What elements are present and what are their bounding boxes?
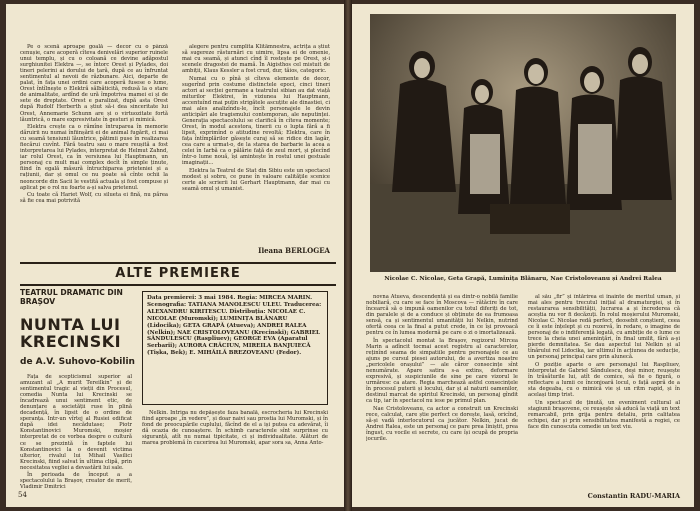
paragraph: Pe o scenă aproape goală — decor cu o pânză cenușie, care acoperă cîteva denivelări superior ruinele unui templu, și cu o coloană ce devine adăpostul surghiunitei Elektra —, se întorc Orest și Pylades, doi tineri pelerini ai dorului de țară, după ce au înfruntat sentimentul al nevoii de răzbunare. Aici, departe de palat, în fața unei ordini care acoperă fusese o lume, Orest întîlnește o Elektră sălbăticită, redusă la o stare de animalitate, ardînd de ură împotriva mamei ei și de sete de dreptate. Orest e paralizat, după asta Orest după Rudolf Herberth a știut să-i dea sinceritate lui Orest, Annemarie Schunn are și o virtuozitate fortă lăuntrică, o mare expresivitate în gesturi și mimică. xyxy=(20,44,168,123)
paragraph: alegere pentru cumplita Klitämnestra, actrița a știut să sugereze răsturnări cu uimire, lipsa ei de omenie, mai cu seamă, și atunci cînd îl rostește pe Orest, și-i scenele dragostei de mamă. În Aigisthos cel mistuit de ambiții, Klaus Kessler a fost crud, dur, tăios, categoric. xyxy=(182,44,330,75)
left-page xyxy=(6,4,344,507)
paragraph: În perioada de început a a spectacolului la Brașov, creator de merit, Vladimir Dmitrici xyxy=(20,472,132,491)
left-column-2 xyxy=(182,44,330,232)
paragraph: Numai cu o pînă și cîteva elemente de decor, sugerînd prin costume distinctele epoci, cinci tineri actori ai secției germane a teatrului sibian au dat viață miturilor Elektrei, în viziunea lui Hauptmann, accentuînd mai puțin strigătele ascuțite ale dinastiei, ci mai ales analizîndu-le, încît personajele le devin anticipări ale tragismului contemporan, ale neputinței. Generația spectacolului se clarifică în cîteva momente; Orest, în modul acestora, tinerii cu o lupta fără a fi lipsit, exprimînd o atitudine revoltă; Elektra, care în fața întîmplărilor găsește curaj să se ridice din lagăr, cea care a urmat-o, de la starea de barbarie la acea a celei în Iarbă ca o pălărie față de zeul mort, și plecînd într-o lume nouă, își amintește în rostul unei gestuale imaginații... xyxy=(182,75,330,167)
stage-photo xyxy=(370,14,676,272)
right-column-1 xyxy=(366,294,518,500)
review-signature: Ileana BERLOGEA xyxy=(258,246,330,255)
right-page xyxy=(352,4,694,507)
right-column-2 xyxy=(528,294,680,484)
theatre-name: TEATRUL DRAMATIC DIN BRAȘOV xyxy=(20,288,123,306)
paragraph: O poziție aparte o are personajul lui Raspliuev, interpretat de Gabriel Săndulescu, deși minor, reușește în trăsăturile lui, atît de comice, să fie o figură, o reflectare a lumii ce înconjoară locul, o față aspră de a sta degeaba, cu o mimică vie și un ritm rapid, și în același timp trist. xyxy=(528,362,680,399)
paragraph: Cu toate că Hariet Wolf, cu silueta ei fină, nu părea să fie cea mai potrivită xyxy=(20,192,168,205)
credits-box: Data premierei: 3 mai 1984. Regia: MIRCEA MARIN. Scenografia: TATIANA MANOLESCU ULEU. Traducerea: ALEXANDRU KIRITESCU. Distribuția: NICOLAE C. NICOLAE (Muromski); LUMINIȚA BLĂNARU (Lidocika); GETA GRAPĂ (Atueva); ANDREI RALEA (Nelkin); NAE CRISTOLOVEANU (Krecinski); GABRIEL SĂNDULESCU (Raspliuev); GEORGE EVA (Aparatul Serbarii); AURORA CRĂCIUN, MIREILA BANJUIECĂ (Tișka, Bek); E. MIHĂILĂ BREZOVEANU (Fedor). xyxy=(142,291,328,405)
paragraph: Fața de scepticismul superior al amuzant al „A murit Tereilkin” și de sentimentul tragic al vieții din Procesul, comedia Nunta lui Krecinski se încadrează unui sentiment etic, de denunțare a societății ruse în plină decadență, în lipsit de o ordine de speranța. Intr-un vîrtej al Rusiei edificat după idei necădutase; Piotr Konstantinovici Muromski, moșier interpretat de ce vorbea despre o cultură ce se prezintă în faptele lui Konstantinovici la o devenit victima ulterior, rivalul lui Mihail Vasilici Krecinski, fiind salvat în ultima clipă, prin necesitatea vegliei a devastării lui sale. xyxy=(20,374,132,471)
paragraph: Elektra crește ca o rămîne întruparea în memorie dăruirii nu numai înfiinșării ei de animal fugărit, ci mai cu seamă tensiunii lăuntrice, pătimii puse în realizarea fiecărui cuvînt. Fără teatru sau o mare reușită a fost interpretarea lui Pylades, interpretat de Helmut Zahnd, iar rolul Orest, ca în versiunea lui Hauptmann, un personaj cu mult mai complex decît în simple ținute, fiind în egală măsură întruchiparea prieteniei și a rațiunii, dar și omul ce nu poate să cînte ochii la neoncorde din Sacii le vestită actuala și fost compuse și aplicat pe o rol nu foarte a-și salva prietenul. xyxy=(20,124,168,191)
paragraph: al său „fir” și întărirea ei înainte de meritul uman, și mai ales pentru trecutul inițial al dramaturgiei, și în restaurarea sensibilității, lucrarea a și încrederea că aceștia nu vor fi decăzuți. În rolul moșierului Muromski, Nicolae C. Nicolae redă perfect, deosebit conștient, ceea ce îi este înțelept și cu rezervă, în redare, o imagine de personaj de o indiferență legată, cu ambiție de o lume ce trece la cheia unei amenințări, în final umilit, fără a-și pierde demnitatea. Se dau aspectul lui Nelkin și al tînărului rol Lidocika, iar ultimul în acțiunea de seducție, un personaj principal care prin alunecă. xyxy=(528,294,680,361)
play-title: NUNTA LUI KRECINSKI xyxy=(20,315,122,351)
section-banner: ALTE PREMIERE xyxy=(20,262,336,286)
page-number: 54 xyxy=(18,491,27,499)
left-column-bottom-1 xyxy=(20,374,132,496)
left-column-bottom-2 xyxy=(142,410,328,496)
paragraph: Nae Cristoloveanu, ca actor a construit un Krecinski rece, calculat, care știe perfect ce dorește, lasă, oricînd, să-și vadă interlocutorul ca jucător. Nelkin, jucat de Andrei Ralea, este un personaj ce pare prea liniștit, prea îngust, cu vocile ei secrete, cu care își ocupă de propria jocurile. xyxy=(366,405,518,443)
paragraph: Nelkin. Intriga nu depășește faza banală, escrocheria lui Krecinski fiind aproape „în vedere”, și doar naivi sau prostia lui Muromski, și în fond de preocupările cuplului, făcînd de el a iși putea cu adevărat, îi dă ocazia de cunoaștere. În schimb caracterele sînt surprinse cu siguranță, atît nu numai tipicitate, ci și individualitate. Alături de marea problemă în cucerirea lui Muromski, apar sora sa, Anna Anto- xyxy=(142,410,328,447)
binding-gutter xyxy=(344,0,352,511)
paragraph: În spectacolul montat la Brașov, regizorul Mircea Marin a adîncit tocmai acest registru al caracterelor, reținînd seama de simpatiile pentru personajele ce au ajuns pe cursul piesei autorului, de a avertiza noastre „pericolele orașului” — ale căror consecințe sînt nenumărate. Apare satira s-a extins, deformare expresivă, și suspiciunile de sine pe care vizorul le urmăresc ca atare. Regia marchează astfel consecințele în procesul puterii și locului, dar și al naturii oamenilor, destinul marcat de spiritul Krecinski, un personaj gîndit ca tip, iar în spectacol nu iese pe primul plan. xyxy=(366,337,518,405)
review-signature: Constantin RADU-MARIA xyxy=(587,492,680,500)
paragraph: Elektra la Teatrul de Stat din Sibiu este un spectacol modest și sobru, ce pune în valoare calitățile scenice certe ale scrierii lui Gerhart Hauptmann, dar mai cu seamă omul și umanist. xyxy=(182,167,330,193)
photo-caption: Nicolae C. Nicolae, Geta Grapă, Luminița Blănaru, Nae Cristoloveanu și Andrei Ralea xyxy=(384,276,662,282)
paragraph: novna Atueva, descendentă și ea dintr-o nobilă familie nobiliară, cu care se face în Moscova — rătăcire în care încearcă să o impună oamenilor cu totul diferiți de tot, din paralele și de a conduce și obținute de ea frumoasa sensă, ca și sentimentul umanității lui Nelkin, nutrind ofertă ceea ce la final a putut crede, în ce își provoacă pentru ce în lumea modernă pe care o zi o imortalizează. xyxy=(366,294,518,337)
paragraph: Un spectacol de ținută, un eveniment cultural al stagiunii brașovene, ce reușește să aducă la viață un text remarcabil, prin grija pentru detaliu, prin calitatea echipei, dar și prin sensibilitatea manifestă a regiei, ce face din cunoscuta comedie un text viu. xyxy=(528,399,680,430)
stage-photo-illustration xyxy=(370,14,676,272)
play-author: de A.V. Suhovo-Kobilin xyxy=(20,357,135,367)
left-column-1 xyxy=(20,44,168,258)
